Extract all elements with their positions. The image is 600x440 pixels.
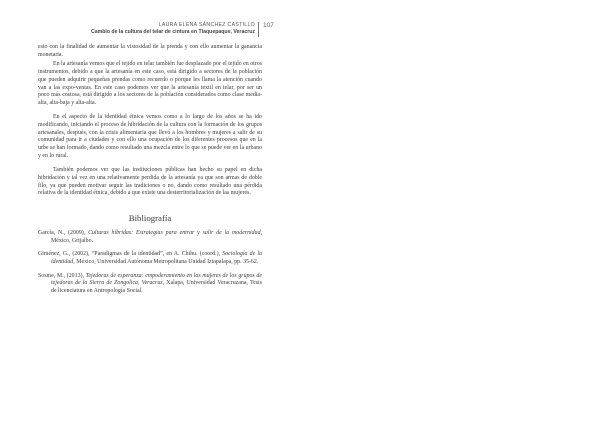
header-divider — [258, 22, 259, 37]
bibliography-list — [38, 230, 262, 296]
bibliography-entry: Giménez, G., (2002), “Paradigmas de la identidad”, en A. Chihu. (coord.), Sociología de la identidad, México, Universidad Autónoma Metropolitana Unidad Iztapalapa, pp. 35-62. — [38, 251, 262, 266]
running-head — [91, 22, 255, 36]
paragraph: También podemos ver que las instituciones públicas han hecho su papel en dicha hibridación y tal vez en una relativamente perdida de la artesanía ya que son armas de doble filo, ya que pueden motivar seguir las tradiciones o no, dando como resultado una pérdida relativa de la identidad étnica, debido a que existe una desterritorialización de las mujeres. — [38, 166, 262, 197]
bibliography-heading: Bibliografía — [128, 213, 172, 224]
running-head-author: LAURA ELENA SÁNCHEZ CASTILLO — [158, 22, 255, 28]
paragraph: En el aspecto de la identidad étnica vemos como a lo largo de los años se ha ido modificando, iniciando el proceso de hibridación de la cultura con la formación de los grupos artesanales, después, con la crisis alimentaria que llevó a los hombres y mujeres a salir de su comunidad para ir a ciudades y con ello una ocupación de los diferentes procesos que en la urbe se han formado, dando como resultado una mezcla entre lo que se puede ver en la urbano y en lo rural. — [38, 113, 262, 160]
paragraph: En la artesanía vemos que el tejido en telar también fue desplazado por el tejido en otros instrumentos, debido a que la artesanía en este caso, está dirigido a sectores de la población que pueden adquirir pequeñas prendas como recuerdo o porque les llama la atención cuando van a las expo-ventas. En este caso podemos ver que la artesanía textil en telar, por ser un poco más costosa, está dirigido a los sectores de la población considerados como clase media-alta, alta-baja y alta-alta. — [38, 60, 262, 107]
page-number: 107 — [263, 22, 274, 29]
paragraph: esto con la finalidad de aumentar la vistosidad de la prenda y con ello aumentar la ganancia monetaria. — [38, 44, 262, 58]
bibliography-entry: Sosme, M., (2013), Tejedoras de esperanza: empoderamiento en las mujeres de los grupos de tejedoras de la Sierra de Zongolica, Veracruz, Xalapa, Universidad Veracruzana, Tesis de licenciatura en Antropología Social. — [38, 272, 262, 295]
body-text — [38, 44, 262, 301]
bibliography-entry: García, N., (2009), Culturas híbridas: Estrategias para entrar y salir de la modernidad, México, Grijalbo. — [38, 230, 263, 245]
running-head-title: Cambio de la cultura del telar de cintura en Tlaquepaque, Veracruz — [90, 29, 255, 35]
